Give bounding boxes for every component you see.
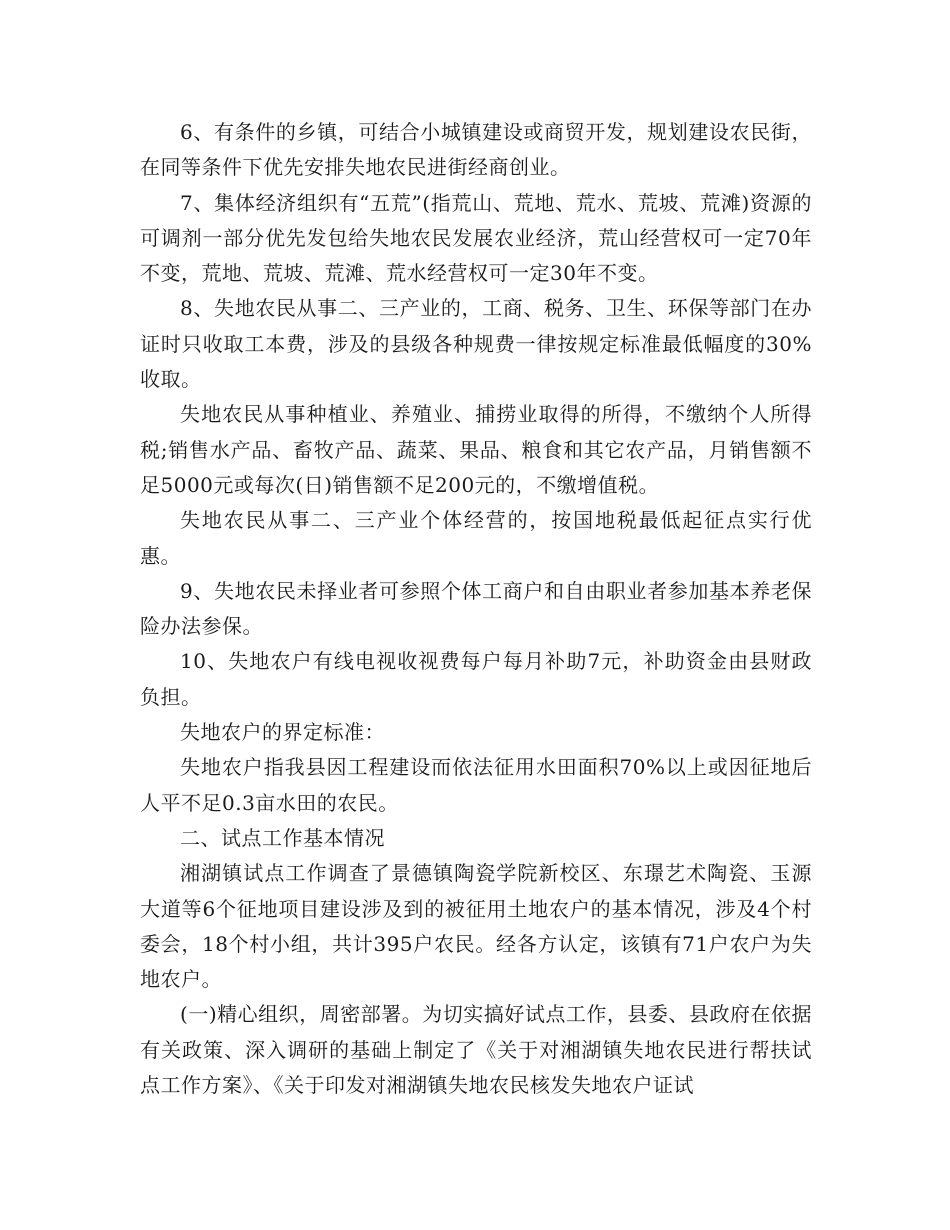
paragraph-pilot-survey: 湘湖镇试点工作调查了景德镇陶瓷学院新校区、东璟艺术陶瓷、玉源大道等6个征地项目建设涉及到的被征用土地农户的基本情况，涉及4个村委会，18个村小组，共计395户农民。经各方认定，该镇有71户农户为失地农户。 [140, 861, 812, 992]
paragraph-item-10: 10、失地农户有线电视收视费每户每月补助7元，补助资金由县财政负担。 [140, 649, 812, 709]
document-body [140, 115, 812, 1103]
paragraph-item-6: 6、有条件的乡镇，可结合小城镇建设或商贸开发，规划建设农民街，在同等条件下优先安排失地农民进街经商创业。 [140, 120, 812, 180]
paragraph-definition: 失地农户指我县因工程建设而依法征用水田面积70%以上或因征地后人平不足0.3亩水田的农民。 [140, 755, 812, 815]
paragraph-definition-heading: 失地农户的界定标准： [180, 720, 385, 745]
paragraph-item-8: 8、失地农民从事二、三产业的，工商、税务、卫生、环保等部门在办证时只收取工本费，涉及的县级各种规费一律按规定标准最低幅度的30%收取。 [140, 296, 812, 392]
paragraph-organization: (一)精心组织，周密部署。为切实搞好试点工作，县委、县政府在依据有关政策、深入调研的基础上制定了《关于对湘湖镇失地农民进行帮扶试点工作方案》、《关于印发对湘湖镇失地农民核发失地农户证试 [140, 1002, 812, 1098]
paragraph-item-7: 7、集体经济组织有“五荒”(指荒山、荒地、荒水、荒坡、荒滩)资源的可调剂一部分优先发包给失地农民发展农业经济，荒山经营权可一定70年不变，荒地、荒坡、荒滩、荒水经营权可一定30年不变。 [140, 190, 812, 286]
paragraph-individual-business: 失地农民从事二、三产业个体经营的，按国地税最低起征点实行优惠。 [140, 508, 812, 568]
section-heading-2: 二、试点工作基本情况 [180, 825, 385, 850]
paragraph-tax-exemption: 失地农民从事种植业、养殖业、捕捞业取得的所得，不缴纳个人所得税;销售水产品、畜牧产品、蔬菜、果品、粮食和其它农产品，月销售额不足5000元或每次(日)销售额不足200元的，不缴增值税。 [140, 402, 812, 497]
paragraph-item-9: 9、失地农民未择业者可参照个体工商户和自由职业者参加基本养老保险办法参保。 [140, 578, 812, 639]
